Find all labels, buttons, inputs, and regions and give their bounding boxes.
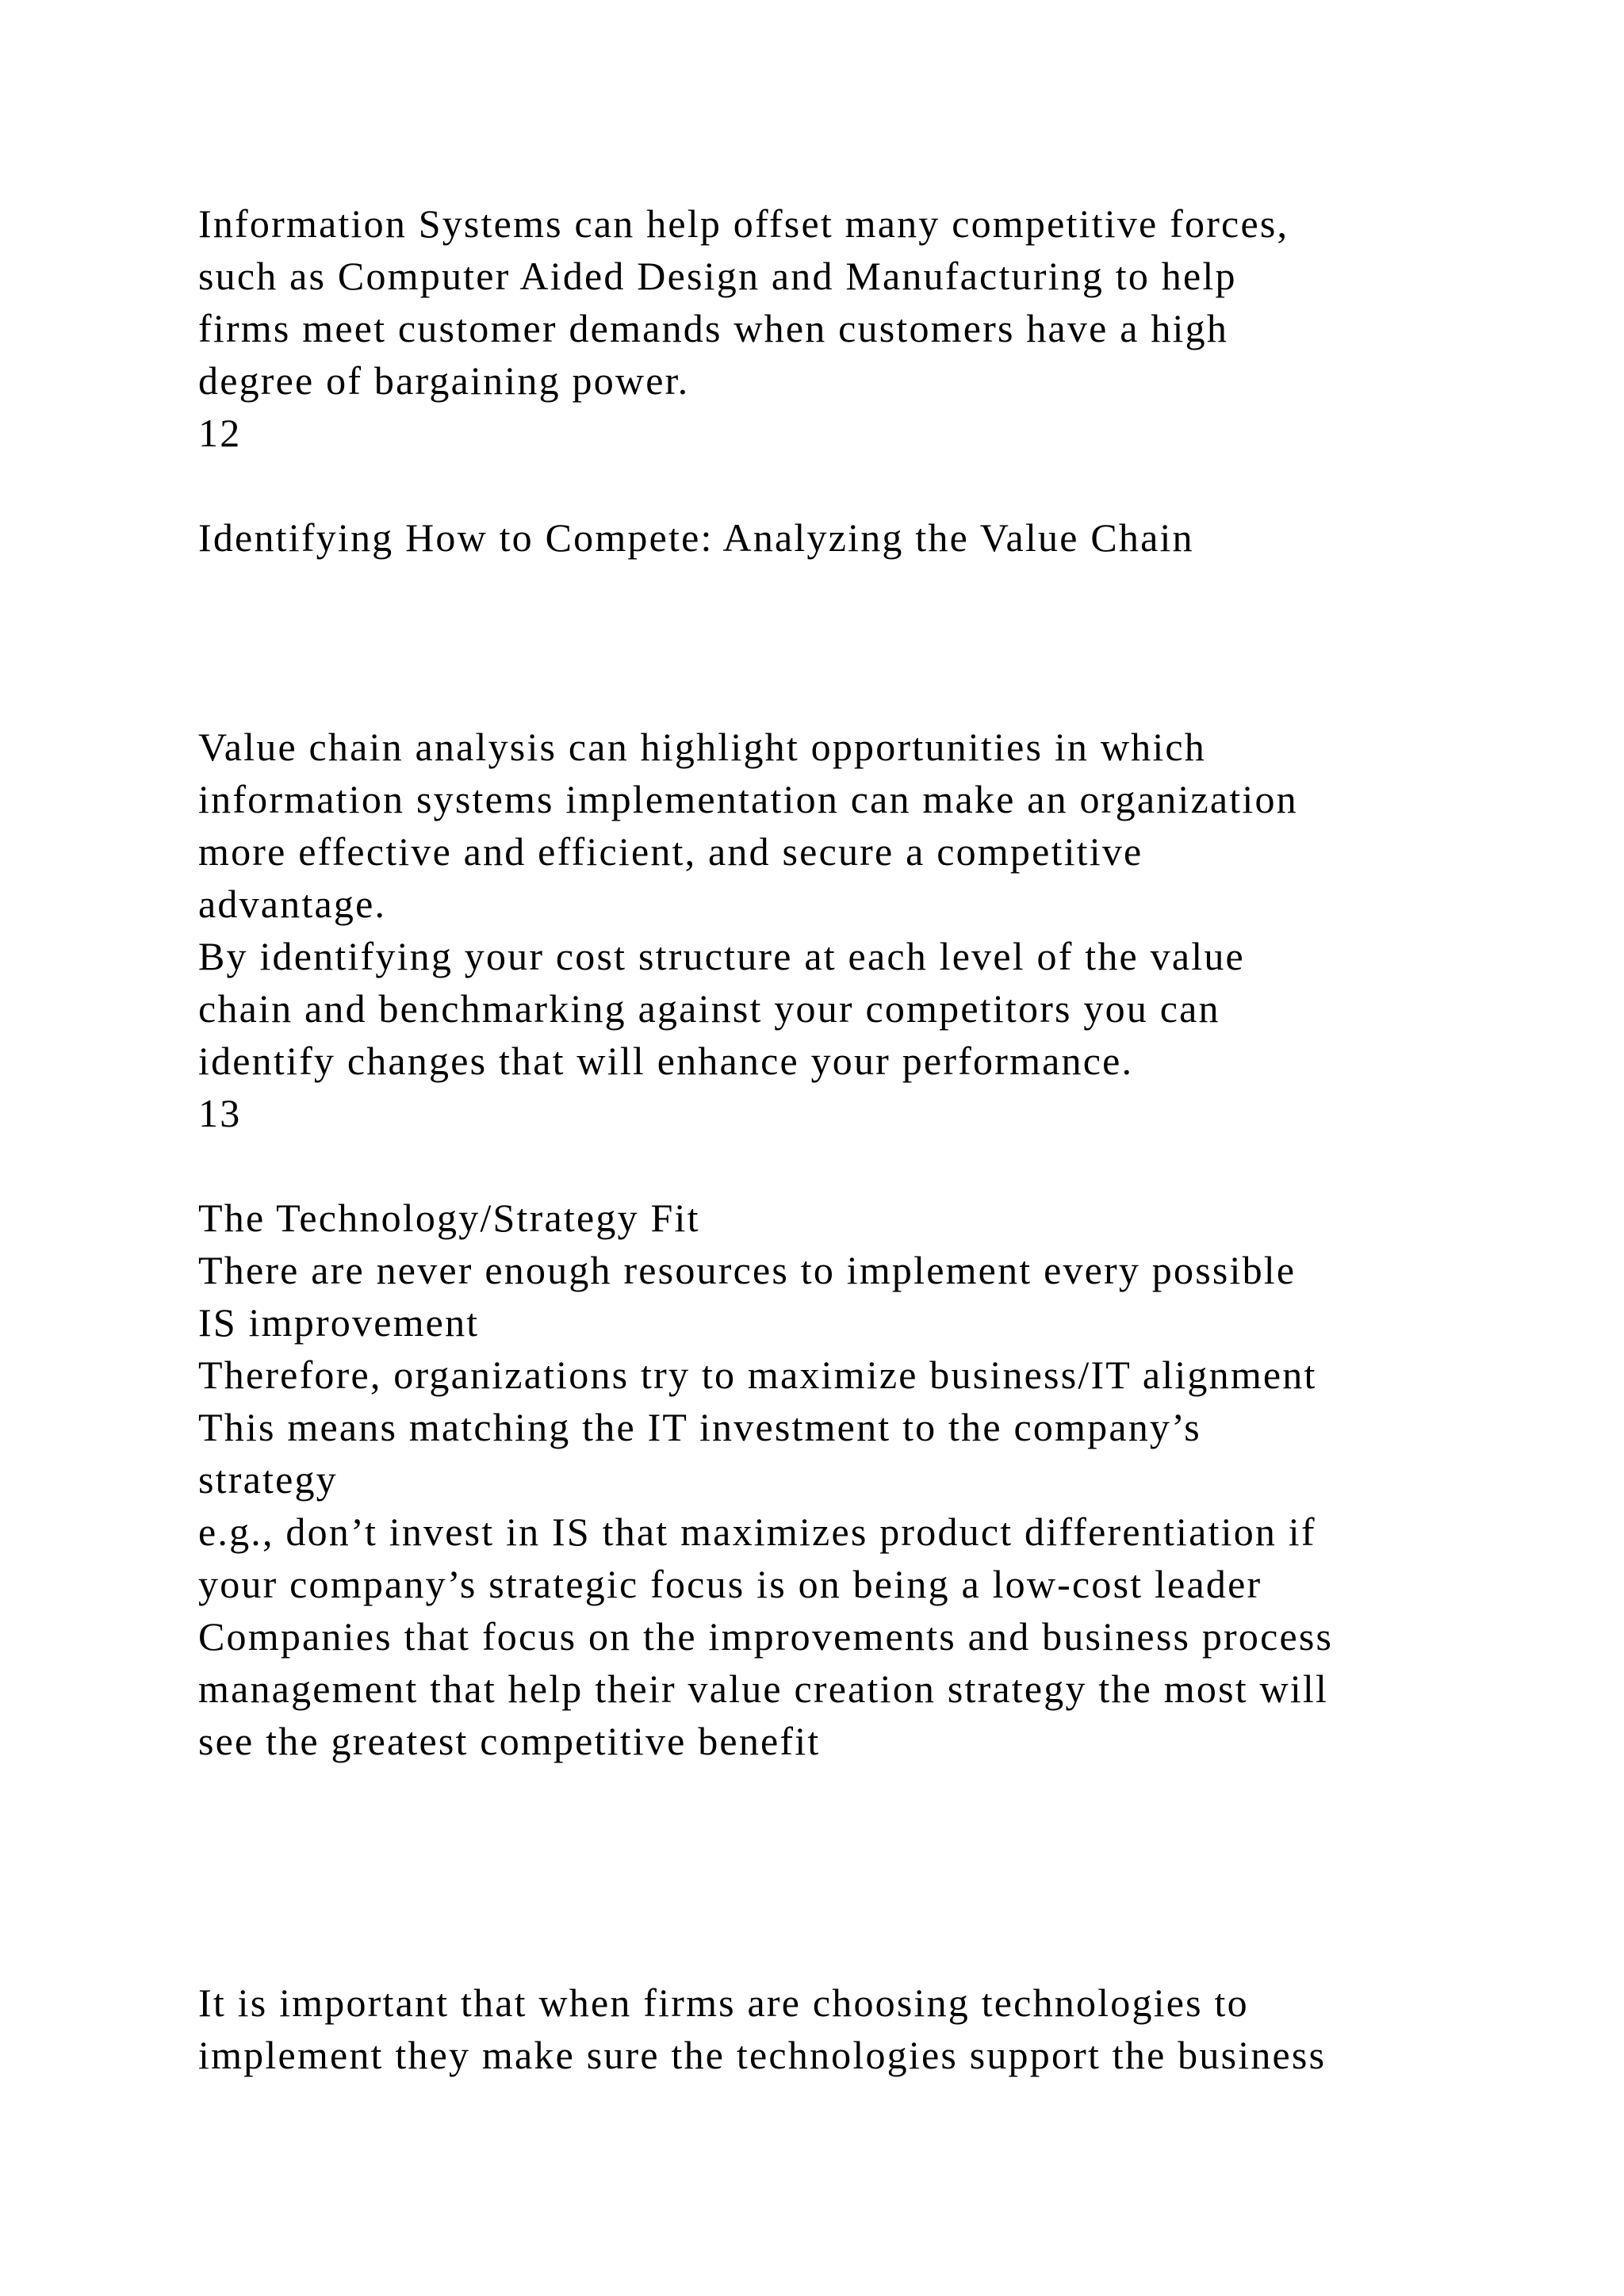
text-line: This means matching the IT investment to the company’s bbox=[198, 1405, 1201, 1449]
slide-number: 13 bbox=[198, 1091, 242, 1135]
text-line: IS improvement bbox=[198, 1300, 480, 1345]
text-line: information systems implementation can make an organization bbox=[198, 777, 1298, 821]
text-line: firms meet customer demands when customers have a high bbox=[198, 306, 1229, 350]
text-line: e.g., don’t invest in IS that maximizes product differentiation if bbox=[198, 1510, 1316, 1554]
text-line: advantage. bbox=[198, 882, 387, 926]
text-line: Value chain analysis can highlight opportunities in which bbox=[198, 725, 1207, 769]
text-line: more effective and efficient, and secure a competitive bbox=[198, 829, 1143, 874]
text-line: implement they make sure the technologies support the business bbox=[198, 2033, 1327, 2077]
text-line: management that help their value creation strategy the most will bbox=[198, 1667, 1329, 1711]
section-heading: Identifying How to Compete: Analyzing the Value Chain bbox=[198, 515, 1194, 560]
text-line: By identifying your cost structure at each level of the value bbox=[198, 934, 1245, 978]
text-line: Therefore, organizations try to maximize business/IT alignment bbox=[198, 1353, 1317, 1397]
text-line: degree of bargaining power. bbox=[198, 358, 690, 403]
text-line: such as Computer Aided Design and Manufacturing to help bbox=[198, 254, 1237, 298]
text-line: Information Systems can help offset many competitive forces, bbox=[198, 201, 1289, 246]
text-line: There are never enough resources to implement every possible bbox=[198, 1248, 1297, 1292]
text-line: identify changes that will enhance your performance. bbox=[198, 1039, 1134, 1083]
text-line: your company’s strategic focus is on being a low-cost leader bbox=[198, 1562, 1262, 1606]
slide-number: 12 bbox=[198, 411, 242, 455]
text-line: It is important that when firms are choosing technologies to bbox=[198, 1980, 1249, 2025]
text-line: chain and benchmarking against your competitors you can bbox=[198, 986, 1220, 1031]
text-line: Companies that focus on the improvements and business process bbox=[198, 1614, 1334, 1659]
text-line: see the greatest competitive benefit bbox=[198, 1719, 821, 1763]
text-line: strategy bbox=[198, 1457, 338, 1502]
section-heading: The Technology/Strategy Fit bbox=[198, 1196, 700, 1240]
